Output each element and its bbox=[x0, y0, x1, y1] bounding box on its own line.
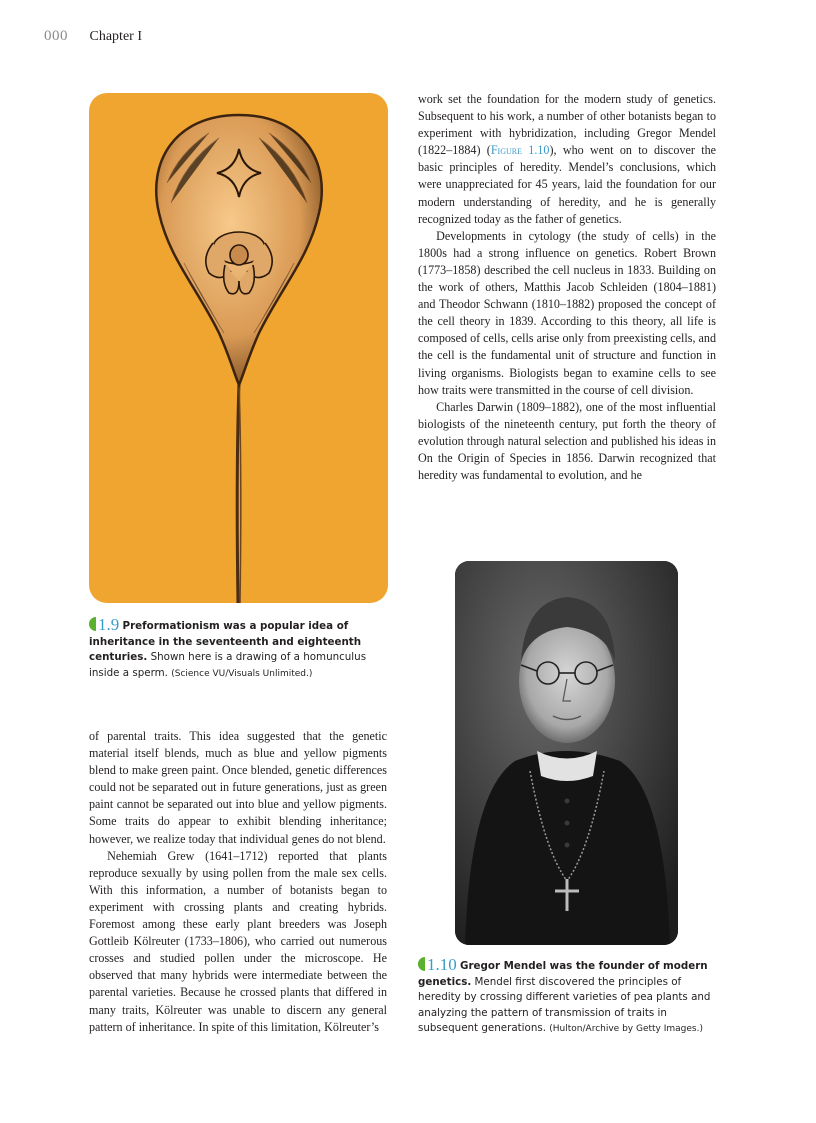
figure-1-9-image bbox=[89, 93, 388, 603]
right-text-column bbox=[418, 91, 716, 484]
paragraph: Charles Darwin (1809–1882), one of the most influential biologists of the nineteenth century, put forth the theory of evolution through natural selection and published his ideas in On the Origin of Species in 1856. Darwin recognized that heredity was fundamental to evolution, and he bbox=[418, 399, 716, 483]
paragraph: Nehemiah Grew (1641–1712) reported that plants reproduce sexually by using pollen from the male sex cells. With this information, a number of botanists began to experiment with crossing plants and creating hybrids. Foremost among these early plant breeders was Joseph Gottleib Kölreuter (1733–1806), who carried out numerous crosses and studied pollen under the microscope. He observed that many hybrids were intermediate between the parental varieties. Because he crossed plants that differed in many traits, Kölreuter was unable to discern any general pattern of inheritance. In spite of this limitation, Kölreuter’s bbox=[89, 848, 387, 1034]
page-number: 000 bbox=[44, 28, 68, 44]
caption-text: Shown here is a drawing of a homunculus inside a sperm. bbox=[89, 651, 367, 679]
running-header bbox=[44, 28, 142, 45]
mendel-portrait-photo bbox=[455, 561, 678, 945]
homunculus-illustration bbox=[89, 93, 388, 603]
caption-title: Preformationism was a popular idea of inheritance in the seventeenth and eighteenth centuries. bbox=[89, 620, 362, 663]
paragraph: of parental traits. This idea suggested that the genetic material itself blends, much as blue and yellow pigments blend to make green paint. Once blended, genetic differences could not be separated out in future generations, just as green paint cannot be separated out into blue and yellow pigments. Some traits do appear to exhibit blending inheritance; however, we realize today that individual genes do not blend. bbox=[89, 729, 387, 846]
caption-title: Gregor Mendel was the founder of modern genetics. bbox=[418, 960, 708, 988]
figure-reference-link[interactable]: Figure 1.10 bbox=[490, 143, 550, 158]
caption-credit: (Hulton/Archive by Getty Images.) bbox=[549, 1024, 703, 1034]
caption-text: Mendel first discovered the principles of heredity by crossing different varieties of pea plants and analyzing the pattern of transmission of traits in subsequent generations. bbox=[418, 975, 711, 1034]
caption-credit: (Science VU/Visuals Unlimited.) bbox=[171, 668, 313, 679]
paragraph: work set the foundation for the modern study of genetics. Subsequent to his work, a number of other botanists began to experiment with hybridization, including Gregor Mendel (1822–1884) (Figure 1.10), who went on to discover the basic principles of heredity. Mendel’s conclusions, which were unappreciated for 45 years, laid the foundation for our modern understanding of heredity, and he is generally recognized today as the father of genetics. bbox=[418, 92, 717, 226]
figure-1-10-caption bbox=[418, 957, 718, 1038]
caption-marker-icon bbox=[418, 957, 425, 971]
paragraph: Developments in cytology (the study of cells) in the 1800s had a strong influence on genetics. Robert Brown (1773–1858) described the cell nucleus in 1833. Building on the work of others, Matthis Jacob Schleiden (1804–1881) and Theodor Schwann (1810–1882) proposed the concept of the cell theory in 1839. According to this theory, all life is composed of cells, cells arise only from preexisting cells, and the cell is the fundamental unit of structure and function in living organisms. Biologists began to examine cells to see how traits were transmitted in the course of cell division. bbox=[418, 228, 716, 397]
figure-number: 1.9 bbox=[98, 615, 120, 634]
figure-number: 1.10 bbox=[427, 955, 457, 974]
caption-marker-icon bbox=[89, 617, 96, 631]
figure-1-9-caption bbox=[89, 617, 389, 682]
figure-1-10-image bbox=[455, 561, 678, 945]
left-text-column bbox=[89, 728, 387, 1036]
chapter-title: Chapter I bbox=[89, 29, 142, 44]
